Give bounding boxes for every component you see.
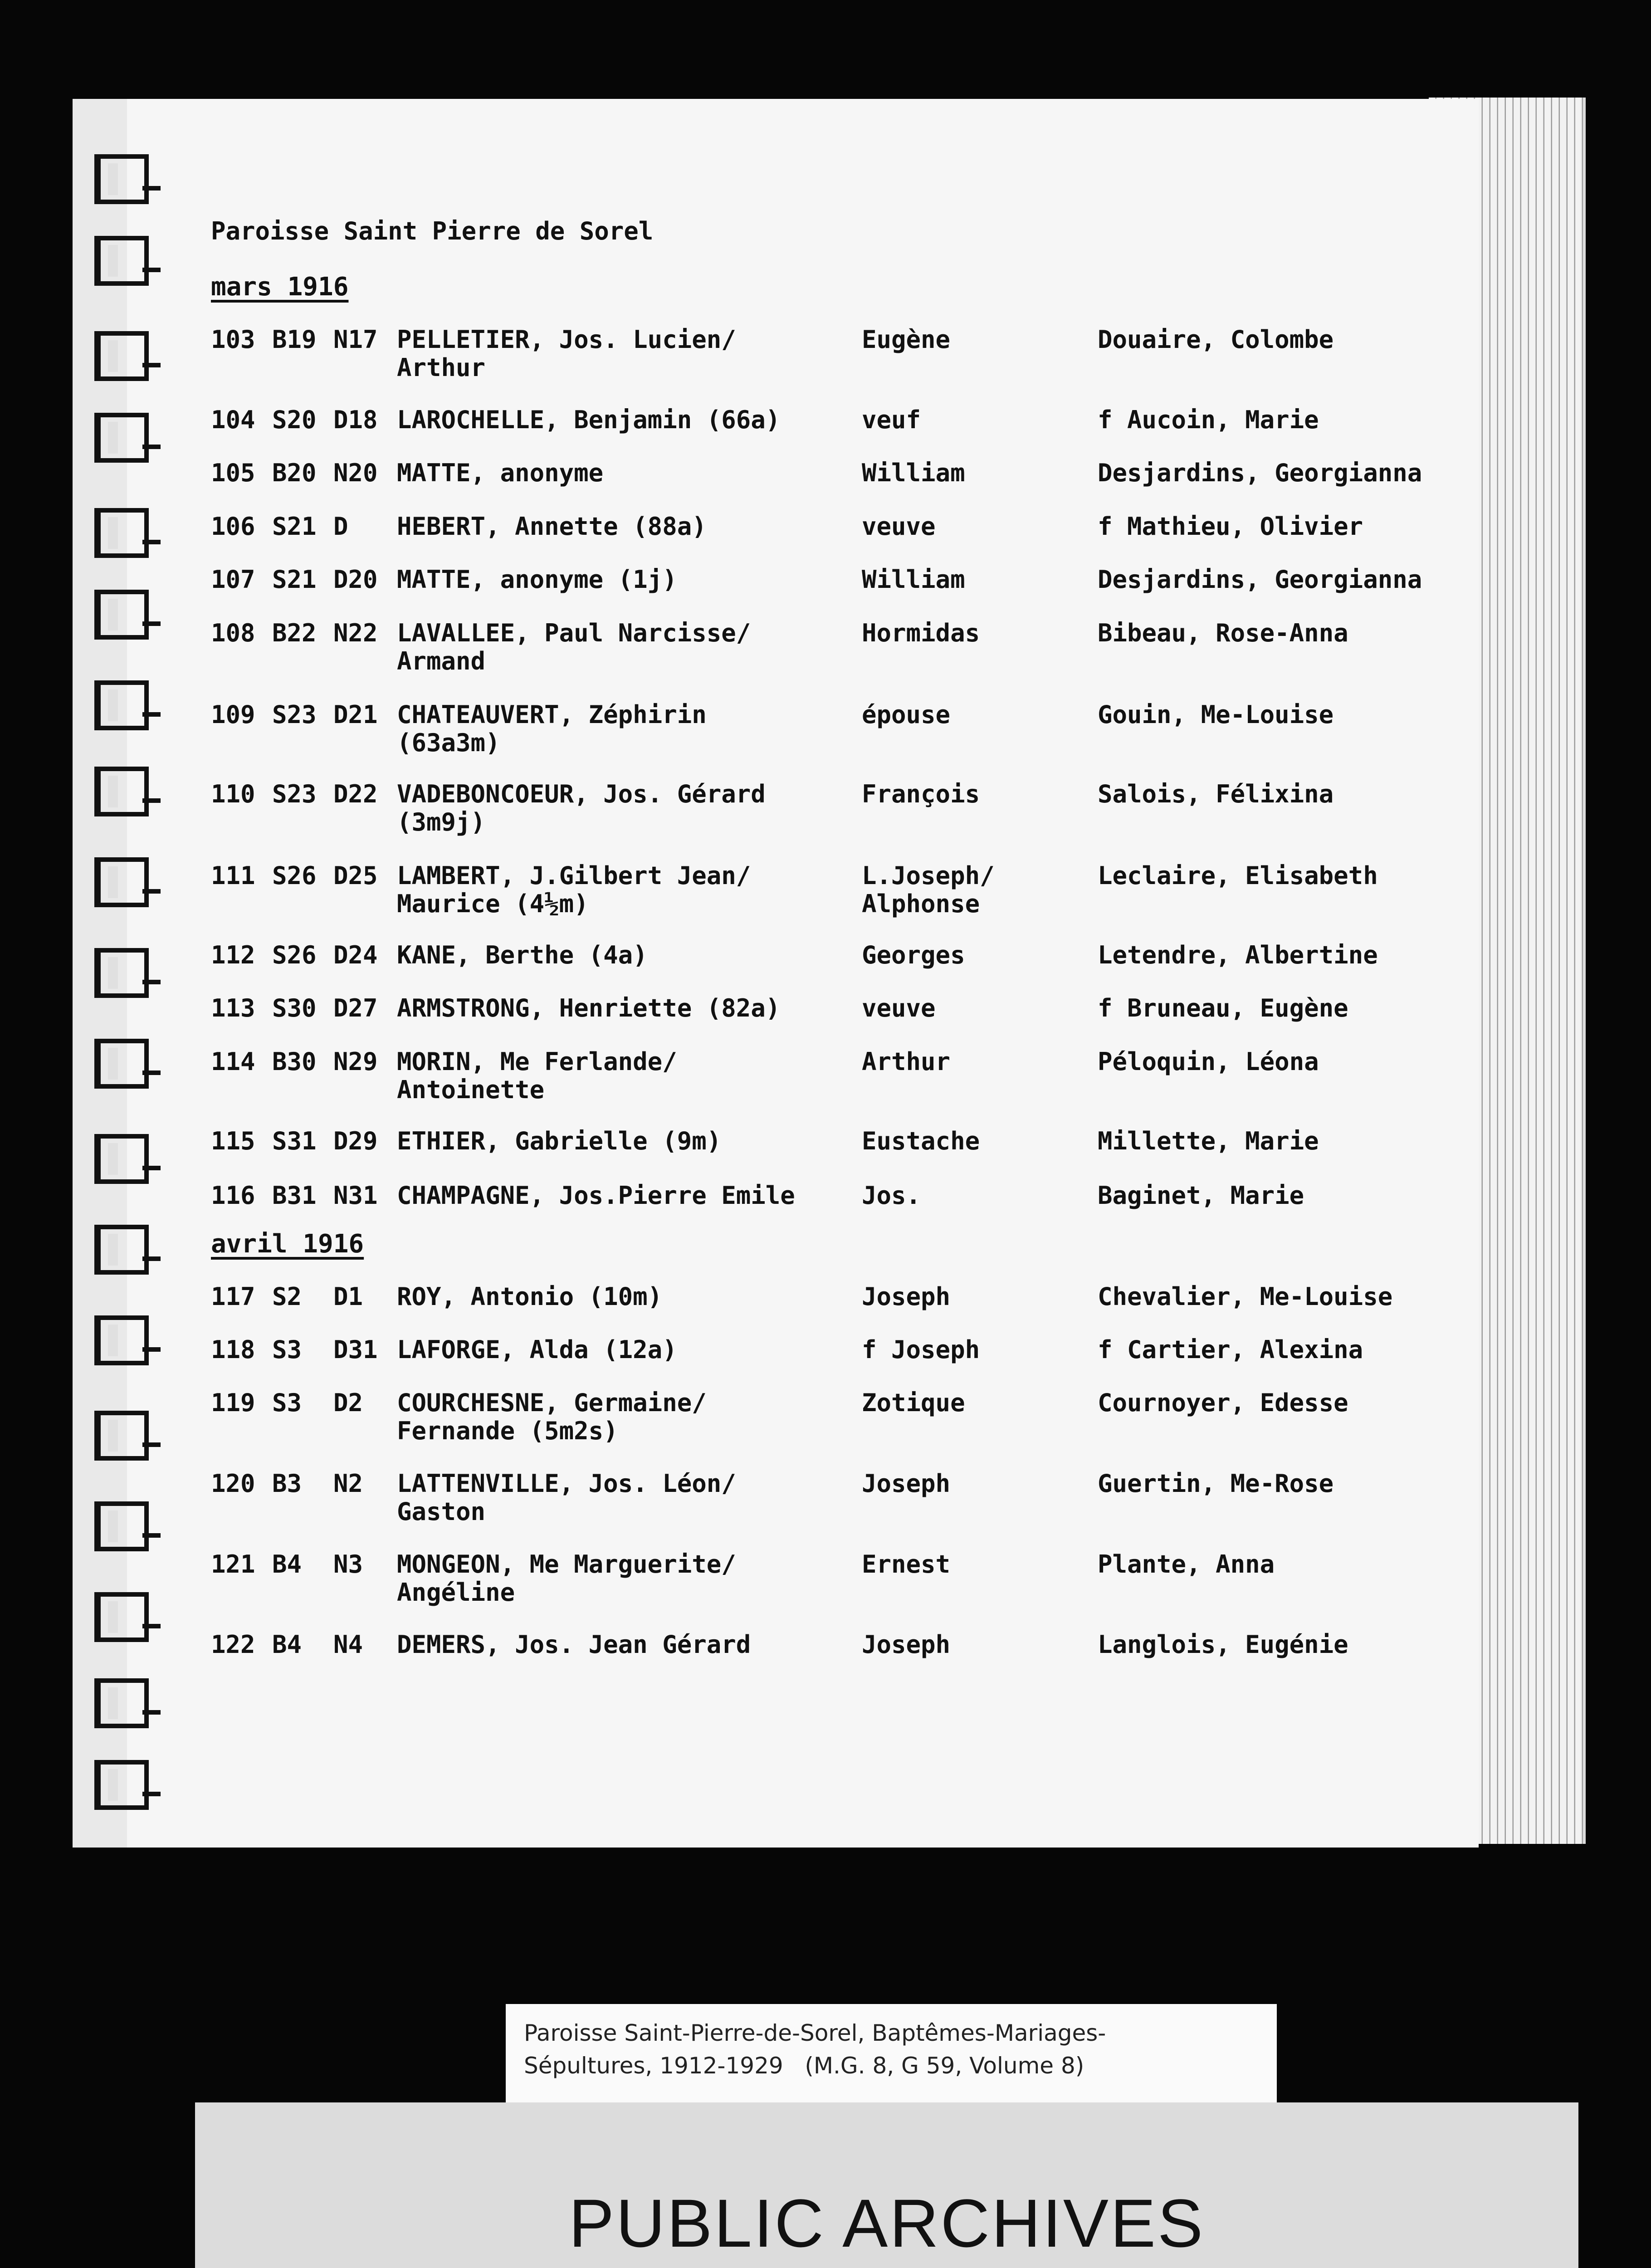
entry-num: 115	[211, 1127, 255, 1155]
entry-father: veuve	[862, 994, 936, 1022]
entry-name: DEMERS, Jos. Jean Gérard	[397, 1630, 751, 1659]
label-line: Sépultures, 1912-1929 (M.G. 8, G 59, Volume 8)	[524, 2053, 1084, 2079]
register-entry	[0, 1048, 1451, 1107]
entry-code2: D1	[333, 1282, 363, 1311]
entry-num: 109	[211, 700, 255, 729]
entry-code1: S21	[272, 565, 317, 594]
entry-father: Joseph	[862, 1630, 951, 1659]
entry-code1: S26	[272, 861, 317, 890]
entry-code2: N29	[333, 1047, 378, 1076]
entry-mother: Plante, Anna	[1098, 1550, 1275, 1579]
entry-mother: Letendre, Albertine	[1098, 941, 1378, 969]
entry-father: François	[862, 780, 980, 808]
entry-name: PELLETIER, Jos. Lucien/ Arthur	[397, 325, 736, 382]
entry-name: CHAMPAGNE, Jos.Pierre Emile	[397, 1181, 795, 1210]
entry-mother: f Mathieu, Olivier	[1098, 512, 1363, 541]
register-entry	[0, 1389, 1451, 1448]
entry-mother: Leclaire, Elisabeth	[1098, 861, 1378, 890]
entry-father: Eustache	[862, 1127, 980, 1155]
entry-code2: D	[333, 512, 348, 541]
entry-code2: D31	[333, 1335, 378, 1364]
entry-num: 118	[211, 1335, 255, 1364]
entry-name: HEBERT, Annette (88a)	[397, 512, 707, 541]
register-entry	[0, 1631, 1451, 1690]
entry-mother: Millette, Marie	[1098, 1127, 1319, 1155]
entry-code2: D22	[333, 780, 378, 808]
entry-code2: D18	[333, 406, 378, 434]
entry-name: LAMBERT, J.Gilbert Jean/ Maurice (4½m)	[397, 861, 751, 918]
entry-code2: N4	[333, 1630, 363, 1659]
entry-code2: N2	[333, 1469, 363, 1498]
entry-num: 116	[211, 1181, 255, 1210]
entry-code2: N22	[333, 619, 378, 647]
entry-name: LATTENVILLE, Jos. Léon/ Gaston	[397, 1469, 736, 1526]
register-entry	[0, 406, 1451, 465]
entry-father: Eugène	[862, 325, 951, 354]
entry-mother: Chevalier, Me-Louise	[1098, 1282, 1393, 1311]
entry-code1: S3	[272, 1388, 302, 1417]
month-heading: avril 1916	[211, 1229, 364, 1259]
entry-father: William	[862, 565, 965, 594]
entry-code2: N17	[333, 325, 378, 354]
entry-code1: B31	[272, 1181, 317, 1210]
entry-code2: D20	[333, 565, 378, 594]
entry-name: MATTE, anonyme (1j)	[397, 565, 677, 594]
entry-code1: B30	[272, 1047, 317, 1076]
entry-num: 121	[211, 1550, 255, 1579]
entry-num: 114	[211, 1047, 255, 1076]
entry-father: veuf	[862, 406, 921, 434]
entry-num: 117	[211, 1282, 255, 1311]
entry-mother: Bibeau, Rose-Anna	[1098, 619, 1348, 647]
entry-code2: N20	[333, 459, 378, 487]
entry-name: MORIN, Me Ferlande/ Antoinette	[397, 1047, 677, 1104]
register-entry	[0, 1550, 1451, 1609]
entry-code1: B19	[272, 325, 317, 354]
binding-ring	[94, 1760, 149, 1810]
binding-ring	[94, 236, 149, 286]
entry-num: 119	[211, 1388, 255, 1417]
entry-father: Georges	[862, 941, 965, 969]
entry-code1: B20	[272, 459, 317, 487]
register-entry	[0, 862, 1451, 921]
entry-name: KANE, Berthe (4a)	[397, 941, 648, 969]
entry-father: épouse	[862, 700, 951, 729]
entry-code2: N31	[333, 1181, 378, 1210]
register-entry	[0, 1336, 1451, 1395]
entry-code2: D29	[333, 1127, 378, 1155]
entry-num: 112	[211, 941, 255, 969]
entry-code2: D2	[333, 1388, 363, 1417]
entry-mother: Desjardins, Georgianna	[1098, 565, 1422, 594]
entry-mother: Gouin, Me-Louise	[1098, 700, 1334, 729]
entry-father: f Joseph	[862, 1335, 980, 1364]
entry-code2: D25	[333, 861, 378, 890]
entry-father: Joseph	[862, 1469, 951, 1498]
entry-code1: S23	[272, 700, 317, 729]
register-entry	[0, 1127, 1451, 1186]
entry-code1: S26	[272, 941, 317, 969]
entry-num: 104	[211, 406, 255, 434]
entry-num: 108	[211, 619, 255, 647]
entry-mother: Salois, Félixina	[1098, 780, 1334, 808]
entry-num: 111	[211, 861, 255, 890]
banner-line-english: PUBLIC ARCHIVES	[568, 2185, 1205, 2261]
entry-mother: Langlois, Eugénie	[1098, 1630, 1348, 1659]
entry-code2: D27	[333, 994, 378, 1022]
entry-father: veuve	[862, 512, 936, 541]
entry-code2: D24	[333, 941, 378, 969]
entry-num: 110	[211, 780, 255, 808]
entry-num: 107	[211, 565, 255, 594]
entry-name: LAROCHELLE, Benjamin (66a)	[397, 406, 781, 434]
register-entry	[0, 941, 1451, 1000]
register-entry	[0, 326, 1451, 385]
microfilm-label	[506, 2004, 1277, 2104]
register-entry	[0, 994, 1451, 1053]
entry-name: LAFORGE, Alda (12a)	[397, 1335, 677, 1364]
entry-num: 105	[211, 459, 255, 487]
entry-name: COURCHESNE, Germaine/ Fernande (5m2s)	[397, 1388, 707, 1445]
register-entry	[0, 780, 1451, 839]
parish-heading: Paroisse Saint Pierre de Sorel	[211, 217, 654, 245]
entry-father: Arthur	[862, 1047, 951, 1076]
entry-code1: B4	[272, 1550, 302, 1579]
entry-mother: Cournoyer, Edesse	[1098, 1388, 1348, 1417]
entry-code2: D21	[333, 700, 378, 729]
entry-num: 113	[211, 994, 255, 1022]
entry-code1: B3	[272, 1469, 302, 1498]
archives-banner	[195, 2102, 1578, 2268]
entry-code1: S21	[272, 512, 317, 541]
entry-mother: f Aucoin, Marie	[1098, 406, 1319, 434]
entry-name: VADEBONCOEUR, Jos. Gérard (3m9j)	[397, 780, 766, 836]
entry-code1: B22	[272, 619, 317, 647]
entry-name: ETHIER, Gabrielle (9m)	[397, 1127, 722, 1155]
entry-code1: S31	[272, 1127, 317, 1155]
register-entry	[0, 1470, 1451, 1529]
entry-name: LAVALLEE, Paul Narcisse/ Armand	[397, 619, 751, 675]
entry-mother: f Bruneau, Eugène	[1098, 994, 1348, 1022]
entry-father: Hormidas	[862, 619, 980, 647]
entry-num: 103	[211, 325, 255, 354]
entry-mother: Desjardins, Georgianna	[1098, 459, 1422, 487]
entry-father: Zotique	[862, 1388, 965, 1417]
entry-mother: Péloquin, Léona	[1098, 1047, 1319, 1076]
entry-code1: S20	[272, 406, 317, 434]
entry-father: Jos.	[862, 1181, 921, 1210]
entry-code2: N3	[333, 1550, 363, 1579]
entry-num: 122	[211, 1630, 255, 1659]
entry-mother: Douaire, Colombe	[1098, 325, 1334, 354]
entry-father: Joseph	[862, 1282, 951, 1311]
register-entry	[0, 459, 1451, 518]
entry-mother: f Cartier, Alexina	[1098, 1335, 1363, 1364]
entry-father: William	[862, 459, 965, 487]
entry-num: 106	[211, 512, 255, 541]
entry-mother: Guertin, Me-Rose	[1098, 1469, 1334, 1498]
entry-mother: Baginet, Marie	[1098, 1181, 1304, 1210]
month-heading: mars 1916	[211, 272, 349, 302]
register-entry	[0, 619, 1451, 678]
entry-name: ROY, Antonio (10m)	[397, 1282, 663, 1311]
entry-father: L.Joseph/ Alphonse	[862, 861, 995, 918]
entry-father: Ernest	[862, 1550, 951, 1579]
register-entry	[0, 1283, 1451, 1342]
entry-code1: S2	[272, 1282, 302, 1311]
entry-name: CHATEAUVERT, Zéphirin (63a3m)	[397, 700, 707, 757]
binding-ring	[94, 154, 149, 204]
entry-code1: S3	[272, 1335, 302, 1364]
register-entry	[0, 566, 1451, 625]
entry-name: MONGEON, Me Marguerite/ Angéline	[397, 1550, 736, 1607]
entry-name: ARMSTRONG, Henriette (82a)	[397, 994, 781, 1022]
register-entry	[0, 701, 1451, 760]
entry-code1: S30	[272, 994, 317, 1022]
entry-name: MATTE, anonyme	[397, 459, 604, 487]
entry-code1: B4	[272, 1630, 302, 1659]
entry-code1: S23	[272, 780, 317, 808]
label-line: Paroisse Saint-Pierre-de-Sorel, Baptêmes-Mariages-	[524, 2020, 1106, 2046]
entry-num: 120	[211, 1469, 255, 1498]
register-entry	[0, 513, 1451, 572]
